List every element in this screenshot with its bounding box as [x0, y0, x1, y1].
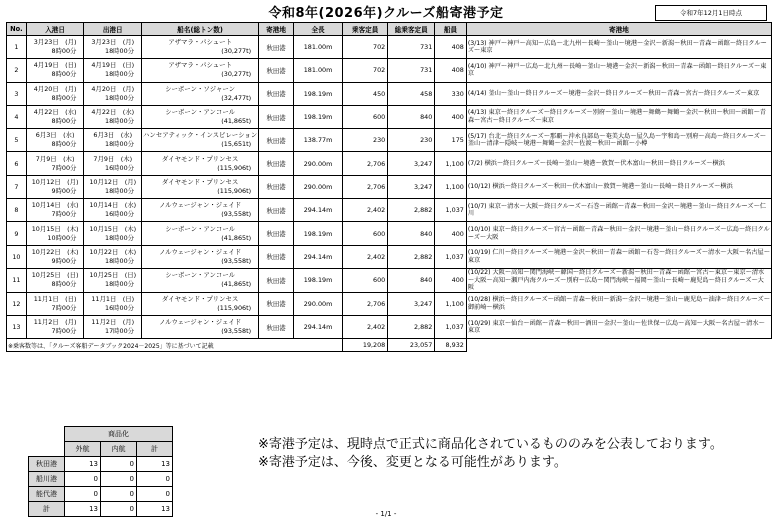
- passengers-cell: 600: [343, 222, 388, 245]
- total-passengers-cell: 230: [388, 129, 435, 152]
- total-passengers-cell: 731: [388, 36, 435, 59]
- crew-cell: 1,037: [435, 199, 467, 222]
- ship-tonnage: (41,865t): [221, 117, 252, 126]
- ship-cell: [142, 82, 259, 105]
- arrival-time: 8時00分: [51, 117, 77, 126]
- arrival-date: 4月19日 (日): [33, 61, 77, 70]
- length-cell: 181.00m: [293, 59, 342, 82]
- port-cell: 秋田港: [259, 129, 294, 152]
- arrival-cell: [26, 199, 84, 222]
- ship-cell: [142, 245, 259, 268]
- header-total-passengers: 総乗客定員: [388, 23, 435, 36]
- ship-cell: [142, 222, 259, 245]
- length-cell: 138.77m: [293, 129, 342, 152]
- table-row: [7, 199, 772, 222]
- table-row: [7, 292, 772, 315]
- passengers-cell: 702: [343, 36, 388, 59]
- crew-cell: 400: [435, 105, 467, 128]
- table-row: [7, 268, 772, 292]
- arrival-cell: [26, 129, 84, 152]
- summary-row: [29, 457, 173, 472]
- cruise-schedule-table: [6, 22, 772, 352]
- ship-name: シーボーン・アンコール: [165, 224, 235, 233]
- header-no: No.: [7, 23, 27, 36]
- departure-date: 4月22日 (水): [91, 108, 135, 117]
- crew-cell: 1,100: [435, 152, 467, 175]
- table-row: [7, 245, 772, 268]
- total-passengers-cell: 731: [388, 59, 435, 82]
- summary-col-domestic: 内航: [101, 442, 137, 457]
- summary-port-label: 計: [29, 502, 65, 517]
- departure-time: 18時00分: [105, 70, 135, 79]
- arrival-cell: [26, 268, 84, 292]
- ship-cell: [142, 316, 259, 339]
- port-cell: 秋田港: [259, 199, 294, 222]
- port-cell: 秋田港: [259, 105, 294, 128]
- departure-cell: [84, 222, 142, 245]
- departure-time: 18時00分: [105, 117, 135, 126]
- departure-time: 18時00分: [105, 186, 135, 195]
- arrival-date: 10月22日 (木): [31, 247, 79, 256]
- port-cell: 秋田港: [259, 152, 294, 175]
- table-row: [7, 152, 772, 175]
- arrival-cell: [26, 245, 84, 268]
- route-cell: (5/17) 台北～終日クルーズ～那覇～沖永良部島～奄美大島～屋久島～宇和島～別府～高島～終日クルーズ～釜山～清津～隠岐～境港～舞鶴～金沢～佐渡～秋田～函館～小樽: [466, 129, 771, 152]
- ship-name: シーボーン・アンコール: [165, 271, 235, 280]
- row-no: 6: [7, 152, 27, 175]
- arrival-date: 11月1日 (日): [33, 294, 77, 303]
- passengers-cell: 2,706: [343, 292, 388, 315]
- length-cell: 198.19m: [293, 222, 342, 245]
- length-cell: 294.14m: [293, 316, 342, 339]
- ship-name: アザマラ・パシュート: [168, 61, 232, 70]
- departure-time: 18時00分: [105, 140, 135, 149]
- crew-cell: 400: [435, 268, 467, 292]
- arrival-cell: [26, 152, 84, 175]
- summary-row: [29, 472, 173, 487]
- route-cell: (10/12) 横浜～終日クルーズ～秋田～伏木富山～敦賀～境港～釜山～長崎～終日クルーズ～横浜: [466, 175, 771, 198]
- departure-time: 18時00分: [105, 47, 135, 56]
- crew-cell: 408: [435, 36, 467, 59]
- ship-cell: [142, 292, 259, 315]
- route-cell: (3/13) 神戸～神戸～高知～広島～北九州～長崎～釜山～境港～金沢～新潟～秋田～青森～函館～終日クルーズ～東京: [466, 36, 771, 59]
- total-passengers-cell: 3,247: [388, 175, 435, 198]
- summary-total: 0: [137, 472, 173, 487]
- arrival-date: 6月3日 (水): [35, 131, 75, 140]
- crew-cell: 1,037: [435, 245, 467, 268]
- port-cell: 秋田港: [259, 268, 294, 292]
- header-arrival: 入港日: [26, 23, 84, 36]
- ship-tonnage: (115,906t): [217, 303, 252, 312]
- ship-cell: [142, 199, 259, 222]
- ship-name: ダイヤモンド・プリンセス: [161, 177, 239, 186]
- passengers-cell: 2,706: [343, 152, 388, 175]
- summary-port-label: 秋田港: [29, 457, 65, 472]
- row-no: 9: [7, 222, 27, 245]
- passengers-cell: 2,402: [343, 316, 388, 339]
- ship-cell: [142, 105, 259, 128]
- summary-port-label: 船川港: [29, 472, 65, 487]
- departure-date: 3月23日 (月): [91, 38, 135, 47]
- ship-cell: [142, 59, 259, 82]
- passengers-cell: 2,706: [343, 175, 388, 198]
- length-cell: 198.19m: [293, 82, 342, 105]
- arrival-cell: [26, 316, 84, 339]
- departure-date: 6月3日 (水): [93, 131, 133, 140]
- departure-time: 16時00分: [105, 210, 135, 219]
- departure-time: 18時00分: [105, 280, 135, 289]
- summary-total: 13: [137, 457, 173, 472]
- arrival-date: 7月9日 (木): [35, 154, 75, 163]
- table-row: [7, 82, 772, 105]
- arrival-date: 10月12日 (月): [31, 177, 79, 186]
- row-no: 12: [7, 292, 27, 315]
- departure-cell: [84, 316, 142, 339]
- header-passengers: 乗客定員: [343, 23, 388, 36]
- departure-date: 4月19日 (日): [91, 61, 135, 70]
- arrival-cell: [26, 105, 84, 128]
- page-title: 令和8年(2026年)クルーズ船寄港予定: [268, 6, 504, 21]
- arrival-time: 7時00分: [51, 210, 77, 219]
- departure-date: 11月2日 (月): [91, 318, 135, 327]
- notice-2: ※寄港予定は、今後、変更となる可能性があります。: [258, 455, 567, 470]
- port-cell: 秋田港: [259, 82, 294, 105]
- summary-domestic: 0: [101, 502, 137, 517]
- arrival-cell: [26, 222, 84, 245]
- ship-name: ノルウェージャン・ジェイド: [158, 318, 242, 327]
- row-no: 5: [7, 129, 27, 152]
- port-cell: 秋田港: [259, 222, 294, 245]
- arrival-date: 4月20日 (月): [33, 84, 77, 93]
- departure-time: 18時00分: [105, 93, 135, 102]
- arrival-time: 7時00分: [51, 327, 77, 336]
- route-cell: (10/29) 東京～仙台～函館～青森～秋田～酒田～金沢～釜山～佐世保～広島～高知～大阪～名古屋～清水～東京: [466, 316, 771, 339]
- length-cell: 290.00m: [293, 175, 342, 198]
- departure-cell: [84, 36, 142, 59]
- summary-corner-2: [29, 442, 65, 457]
- notice-1: ※寄港予定は、現時点で正式に商品化されているもののみを公表しております。: [258, 437, 723, 452]
- arrival-cell: [26, 59, 84, 82]
- total-passengers-cell: 840: [388, 105, 435, 128]
- departure-date: 10月25日 (日): [89, 271, 137, 280]
- port-cell: 秋田港: [259, 175, 294, 198]
- arrival-time: 8時00分: [51, 140, 77, 149]
- passengers-cell: 450: [343, 82, 388, 105]
- header-route: 寄港地: [466, 23, 771, 36]
- arrival-time: 8時00分: [51, 93, 77, 102]
- total-passengers-cell: 2,882: [388, 245, 435, 268]
- ship-tonnage: (15,651t): [221, 140, 252, 149]
- summary-foreign: 0: [65, 472, 101, 487]
- ship-cell: [142, 152, 259, 175]
- table-row: [7, 316, 772, 339]
- arrival-date: 11月2日 (月): [33, 318, 77, 327]
- port-cell: 秋田港: [259, 245, 294, 268]
- departure-time: 18時00分: [105, 256, 135, 265]
- departure-date: 4月20日 (月): [91, 84, 135, 93]
- summary-foreign: 13: [65, 502, 101, 517]
- ship-tonnage: (32,477t): [221, 93, 252, 102]
- route-cell: (4/14) 釜山～釜山～終日クルーズ～境港～金沢～終日クルーズ～秋田～青森～宮古～終日クルーズ～東京: [466, 82, 771, 105]
- passengers-cell: 2,402: [343, 245, 388, 268]
- summary-foreign: 13: [65, 457, 101, 472]
- route-cell: (10/28) 横浜～終日クルーズ～函館～青森～秋田～新潟～金沢～境港～釜山～鹿児島～油津～終日クルーズ～御前崎～横浜: [466, 292, 771, 315]
- row-no: 11: [7, 268, 27, 292]
- table-header-row: [7, 23, 772, 36]
- departure-date: 10月15日 (木): [89, 224, 137, 233]
- departure-date: 11月1日 (日): [91, 294, 135, 303]
- crew-cell: 330: [435, 82, 467, 105]
- ship-name: ダイヤモンド・プリンセス: [161, 154, 239, 163]
- ship-cell: [142, 175, 259, 198]
- as-of-date: 令和7年12月1日時点: [655, 5, 767, 21]
- ship-tonnage: (93,558t): [221, 256, 252, 265]
- departure-date: 10月12日 (月): [89, 177, 137, 186]
- route-cell: (10/19) 仁川～終日クルーズ～境港～金沢～秋田～青森～函館～石巻～終日クルーズ～清水～大阪～名古屋～東京: [466, 245, 771, 268]
- departure-cell: [84, 245, 142, 268]
- total-passengers-cell: 2,882: [388, 199, 435, 222]
- length-cell: 198.19m: [293, 105, 342, 128]
- table-row: [7, 222, 772, 245]
- ship-name: ノルウェージャン・ジェイド: [158, 201, 242, 210]
- ship-name: シーボーン・アンコール: [165, 108, 235, 117]
- summary-total: 13: [137, 502, 173, 517]
- length-cell: 290.00m: [293, 292, 342, 315]
- length-cell: 294.14m: [293, 199, 342, 222]
- ship-name: シーボーン・ソジャーン: [165, 84, 236, 93]
- arrival-time: 10時00分: [47, 233, 77, 242]
- total-crew: 8,932: [435, 339, 467, 352]
- departure-cell: [84, 105, 142, 128]
- row-no: 2: [7, 59, 27, 82]
- row-no: 8: [7, 199, 27, 222]
- crew-cell: 1,100: [435, 175, 467, 198]
- ship-cell: [142, 268, 259, 292]
- summary-port-label: 能代港: [29, 487, 65, 502]
- port-cell: 秋田港: [259, 36, 294, 59]
- departure-date: 7月9日 (木): [93, 154, 133, 163]
- arrival-date: 3月23日 (月): [33, 38, 77, 47]
- departure-time: 18時00分: [105, 233, 135, 242]
- route-cell: (10/22) 大阪～高知～関門海峡～韓国～終日クルーズ～新潟～秋田～青森～函館～宮古～東京～東京～清水～大阪～高知～瀬戸内海クルーズ～別府～広島～関門海峡～福岡～釜山～長崎～鹿児島～終日クルーズ～大阪: [466, 268, 771, 292]
- departure-cell: [84, 175, 142, 198]
- total-passengers-cell: 3,247: [388, 292, 435, 315]
- row-no: 7: [7, 175, 27, 198]
- ship-name: ノルウェージャン・ジェイド: [158, 247, 242, 256]
- row-no: 1: [7, 36, 27, 59]
- crew-cell: 1,100: [435, 292, 467, 315]
- ship-tonnage: (41,865t): [221, 280, 252, 289]
- ship-name: ハンセアティック・インスピレーション: [143, 131, 258, 140]
- crew-cell: 175: [435, 129, 467, 152]
- departure-cell: [84, 292, 142, 315]
- departure-cell: [84, 59, 142, 82]
- departure-cell: [84, 82, 142, 105]
- header-crew: 船員: [435, 23, 467, 36]
- port-cell: 秋田港: [259, 292, 294, 315]
- length-cell: 290.00m: [293, 152, 342, 175]
- crew-cell: 400: [435, 222, 467, 245]
- arrival-time: 7時00分: [51, 163, 77, 172]
- summary-corner: [29, 427, 65, 442]
- header-departure: 出港日: [84, 23, 142, 36]
- total-passengers-cell: 458: [388, 82, 435, 105]
- table-row: [7, 59, 772, 82]
- summary-row: [29, 487, 173, 502]
- arrival-time: 8時00分: [51, 70, 77, 79]
- arrival-time: 8時00分: [51, 47, 77, 56]
- passengers-cell: 230: [343, 129, 388, 152]
- total-passengers-cell: 2,882: [388, 316, 435, 339]
- route-cell: (4/10) 神戸～神戸～広島～北九州～長崎～釜山～境港～金沢～新潟～秋田～青森～函館～終日クルーズ～東京: [466, 59, 771, 82]
- table-row: [7, 105, 772, 128]
- total-passengers-cell: 840: [388, 222, 435, 245]
- route-cell: (10/10) 東京～終日クルーズ～宮古～函館～青森～秋田～金沢～境港～釜山～終日クルーズ～広島～終日クルーズ～大阪: [466, 222, 771, 245]
- ship-tonnage: (115,906t): [217, 163, 252, 172]
- route-cell: (10/7) 東京～清水～大阪～終日クルーズ～石巻～函館～青森～秋田～金沢～境港～釜山～終日クルーズ～仁川: [466, 199, 771, 222]
- ship-tonnage: (41,865t): [221, 233, 252, 242]
- arrival-time: 8時00分: [51, 280, 77, 289]
- table-row: [7, 36, 772, 59]
- summary-foreign: 0: [65, 487, 101, 502]
- passengers-cell: 2,402: [343, 199, 388, 222]
- ship-tonnage: (30,277t): [221, 70, 252, 79]
- crew-cell: 1,037: [435, 316, 467, 339]
- ship-tonnage: (30,277t): [221, 47, 252, 56]
- ship-cell: [142, 129, 259, 152]
- port-cell: 秋田港: [259, 59, 294, 82]
- ship-name: ダイヤモンド・プリンセス: [161, 294, 239, 303]
- arrival-time: 9時00分: [51, 256, 77, 265]
- arrival-date: 10月14日 (水): [31, 201, 79, 210]
- table-row: [7, 175, 772, 198]
- length-cell: 294.14m: [293, 245, 342, 268]
- departure-cell: [84, 199, 142, 222]
- ship-tonnage: (93,558t): [221, 327, 252, 336]
- ship-tonnage: (115,906t): [217, 186, 252, 195]
- arrival-time: 9時00分: [51, 186, 77, 195]
- crew-cell: 408: [435, 59, 467, 82]
- route-cell: (7/2) 横浜～終日クルーズ～長崎～釜山～境港～敦賀～伏木富山～秋田～終日クルーズ～横浜: [466, 152, 771, 175]
- total-passengers-cell: 3,247: [388, 152, 435, 175]
- passengers-cell: 702: [343, 59, 388, 82]
- arrival-date: 4月22日 (水): [33, 108, 77, 117]
- summary-domestic: 0: [101, 487, 137, 502]
- length-cell: 181.00m: [293, 36, 342, 59]
- header-ship: 船名(総トン数): [142, 23, 259, 36]
- summary-domestic: 0: [101, 472, 137, 487]
- footnote: ※乗客数等は、「クルーズ客船データブック2024－2025」等に基づいて記載: [7, 339, 343, 352]
- departure-time: 16時00分: [105, 163, 135, 172]
- total-passengers: 19,208: [343, 339, 388, 352]
- port-cell: 秋田港: [259, 316, 294, 339]
- departure-cell: [84, 129, 142, 152]
- summary-col-foreign: 外航: [65, 442, 101, 457]
- ship-tonnage: (93,558t): [221, 210, 252, 219]
- totals-blank: [466, 339, 771, 352]
- arrival-date: 10月25日 (日): [31, 271, 79, 280]
- row-no: 13: [7, 316, 27, 339]
- departure-time: 17時00分: [105, 327, 135, 336]
- departure-cell: [84, 268, 142, 292]
- total-passengers-cell: 840: [388, 268, 435, 292]
- row-no: 4: [7, 105, 27, 128]
- departure-cell: [84, 152, 142, 175]
- row-no: 10: [7, 245, 27, 268]
- summary-total: 0: [137, 487, 173, 502]
- arrival-cell: [26, 175, 84, 198]
- row-no: 3: [7, 82, 27, 105]
- table-row: [7, 129, 772, 152]
- arrival-cell: [26, 82, 84, 105]
- ship-name: アザマラ・パシュート: [168, 38, 232, 47]
- summary-domestic: 0: [101, 457, 137, 472]
- summary-col-total: 計: [137, 442, 173, 457]
- summary-table: [28, 426, 173, 517]
- arrival-time: 7時00分: [51, 303, 77, 312]
- summary-header: 商品化: [65, 427, 173, 442]
- header-port: 寄港地: [259, 23, 294, 36]
- passengers-cell: 600: [343, 268, 388, 292]
- departure-date: 10月14日 (水): [89, 201, 137, 210]
- total-total-passengers: 23,057: [388, 339, 435, 352]
- route-cell: (4/13) 東京～終日クルーズ～終日クルーズ～別府～釜山～境港～舞鶴～舞鶴～金沢～秋田～秋田～函館～青森～宮古～終日クルーズ～東京: [466, 105, 771, 128]
- page-number: - 1/1 -: [375, 510, 397, 518]
- passengers-cell: 600: [343, 105, 388, 128]
- arrival-date: 10月15日 (木): [31, 224, 79, 233]
- ship-cell: [142, 36, 259, 59]
- departure-time: 16時00分: [105, 303, 135, 312]
- totals-row: [7, 339, 772, 352]
- arrival-cell: [26, 292, 84, 315]
- departure-date: 10月22日 (木): [89, 247, 137, 256]
- header-length: 全長: [293, 23, 342, 36]
- arrival-cell: [26, 36, 84, 59]
- length-cell: 198.19m: [293, 268, 342, 292]
